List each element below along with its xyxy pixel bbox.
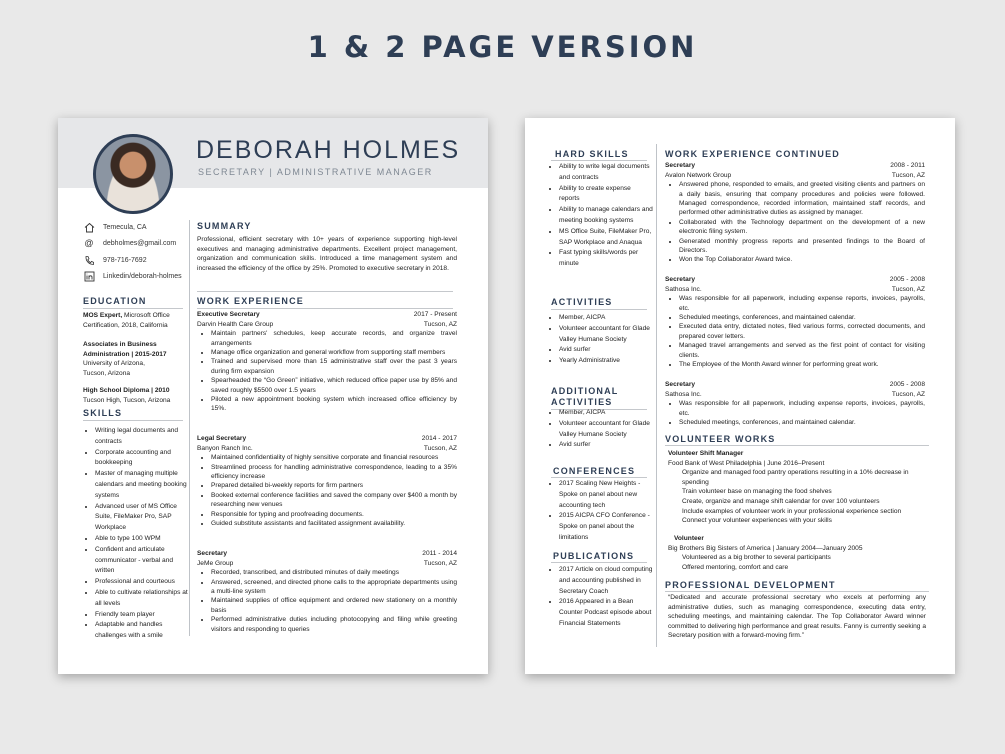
job-dates: 2008 - 2011 xyxy=(890,162,925,169)
job-dates: 2005 - 2008 xyxy=(889,381,925,388)
job-bullet: • Trained and supervised more than 15 administrative staff over the past 3 years during firm expansion xyxy=(211,357,457,376)
contact-phone xyxy=(83,254,147,266)
volunteer-role-title: Volunteer xyxy=(674,535,704,542)
volunteer-line: Volunteered as a big brother to several participants xyxy=(682,554,831,562)
job-location: Tucson, AZ xyxy=(891,390,925,398)
conference-item: • 2015 AICPA CFO Conference - Spoke on panel about the limitations xyxy=(559,511,653,543)
publication-item: • 2016 Appeared in a Bean Counter Podcast episode about Financial Statements xyxy=(559,597,653,629)
education-degree: Associates in Business xyxy=(83,341,157,348)
candidate-name: DEBORAH HOLMES xyxy=(196,136,461,164)
skill-item: • Able to type 100 WPM xyxy=(95,534,189,545)
job-bullet: • Executed data entry, dictated notes, filed various forms, corrected documents, and prepared cover letters. xyxy=(679,322,925,341)
additional-activity-item: • Member, AICPA xyxy=(559,408,653,419)
job-bullet: • Booked external conference facilities and saved the company over $400 a month by researching new venues xyxy=(211,491,457,510)
skill-item: • Corporate accounting and bookkeeping xyxy=(95,448,189,470)
contact-text: debholmes@gmail.com xyxy=(103,239,177,247)
job-title: Secretary xyxy=(665,162,696,169)
job-dates: 2011 - 2014 xyxy=(422,550,457,557)
job-bullet: • Maintained confidentiality of highly sensitive corporate and financial resources xyxy=(211,453,457,462)
hard-skills-rule xyxy=(551,160,647,161)
job-bullet: • Was responsible for all paperwork, including expense reports, invoices, payrolls, etc. xyxy=(679,294,925,313)
job-entry xyxy=(197,434,457,528)
contact-text: Linkedin/deborah-holmes xyxy=(103,272,182,280)
education-school: Certification, 2018, California xyxy=(83,321,168,329)
work-continued-heading: WORK EXPERIENCE CONTINUED xyxy=(665,149,841,159)
education-degree-line2: Administration | 2015-2017 xyxy=(83,350,167,358)
job-bullets xyxy=(665,294,925,369)
contact-email xyxy=(83,237,176,249)
job-bullet: • Answered, screened, and directed phone calls to the appropriate departments using a multi-line system xyxy=(211,578,457,597)
conference-item: • 2017 Scaling New Heights - Spoke on panel about new accounting tech xyxy=(559,479,653,511)
at-icon: @ xyxy=(84,238,94,248)
summary-text: Professional, efficient secretary with 10+ years of experience supporting high-level executives and managing administrative departments. Excellent project management, organization and communication skills. Introduced a time management system and increased the efficiency of the office by 25%. Promoted to executive secretary in 2018. xyxy=(197,236,457,272)
education-rule xyxy=(83,308,183,309)
job-title: Secretary xyxy=(665,381,696,388)
job-location: Tucson, AZ xyxy=(891,285,925,293)
volunteer-heading: VOLUNTEER WORKS xyxy=(665,434,776,444)
linkedin-icon xyxy=(83,270,95,282)
additional-activities-heading xyxy=(551,386,619,408)
resume-page-2 xyxy=(525,118,955,674)
hard-skills-list xyxy=(545,162,653,270)
job-title: Secretary xyxy=(197,550,228,557)
development-text: “Dedicated and accurate professional secretary who excels at performing any administrative duties, such as managing correspondence, executing data entry, scheduling meetings, and maintaining calendar. The Top Collaborator Award winner committed to delivering high performance and great results. Fanny is currently seeking a Secretary position with a forward-moving firm.” xyxy=(668,594,926,640)
education-heading: EDUCATION xyxy=(83,296,147,306)
activity-item: • Avid surfer xyxy=(559,345,653,356)
job-bullet: • Scheduled meetings, conferences, and maintained calendar. xyxy=(679,313,925,322)
job-bullet: • Performed administrative duties including photocopying and filing while greeting visitors and responding to queries xyxy=(211,615,457,634)
job-entry xyxy=(197,549,457,634)
job-location: Tucson, AZ xyxy=(423,444,457,452)
skill-item: • Adaptable and handles challenges with a smile xyxy=(95,620,189,642)
job-title: Executive Secretary xyxy=(197,311,260,318)
job-bullet: • Guided substitute assistants and facilitated assignment availability. xyxy=(211,519,457,528)
job-bullet: • Answered phone, responded to emails, and greeted visiting clients and partners on a daily basis, ensuring that company procedures and policies were followed. Managed correspondence, recorded information, maintained staff records, and performed other administrative duties as assigned by manager. xyxy=(679,180,925,218)
education-item xyxy=(83,311,187,330)
job-bullet: • The Employee of the Month Award winner for performing great work. xyxy=(679,360,925,369)
skills-list xyxy=(81,426,189,642)
publications-container xyxy=(545,565,653,630)
job-bullets xyxy=(197,329,457,414)
hard-skill-item: • Fast typing skills/words per minute xyxy=(559,248,653,270)
job-bullet: • Prepared detailed bi-weekly reports for firm partners xyxy=(211,481,457,490)
job-company: Darvin Health Care Group xyxy=(197,320,274,328)
candidate-title: SECRETARY | ADMINISTRATIVE MANAGER xyxy=(198,167,433,177)
conferences-container xyxy=(545,479,653,544)
additional-activities-list xyxy=(545,408,653,451)
job-dates: 2005 - 2008 xyxy=(889,276,925,283)
job-bullet: • Generated monthly progress reports and presented findings to the Board of Directors. xyxy=(679,237,925,256)
job-company: JeMe Group xyxy=(197,559,234,567)
job-bullet: • Piloted a new appointment booking system which increased office efficiency by 15%. xyxy=(211,395,457,414)
publications-list xyxy=(545,565,653,630)
hard-skills-heading: HARD SKILLS xyxy=(555,149,629,159)
job-bullet: • Maintained supplies of office equipment and ordered new stationery on a monthly basis xyxy=(211,596,457,615)
experience-rule xyxy=(197,308,453,309)
development-rule xyxy=(665,591,929,592)
additional-activity-item: • Volunteer accountant for Glade Valley Humane Society xyxy=(559,419,653,441)
volunteer-role-title: Volunteer Shift Manager xyxy=(668,450,744,457)
conferences-rule xyxy=(551,477,647,478)
volunteer-role-org: Big Brothers Big Sisters of America | January 2004—January 2005 xyxy=(668,544,863,552)
additional-activities-container xyxy=(545,408,653,451)
volunteer-role xyxy=(668,534,930,572)
job-company: Banyon Ranch Inc. xyxy=(197,444,253,452)
education-degree-rest: Microsoft Office xyxy=(122,312,170,319)
education-item xyxy=(83,340,187,378)
job-entry xyxy=(665,161,925,265)
additional-activities-heading-line1: ADDITIONAL xyxy=(551,386,619,396)
home-icon xyxy=(83,221,95,233)
job-bullet: • Maintain partners' schedules, keep accurate records, and organize travel arrangements xyxy=(211,329,457,348)
hard-skill-item: • Ability to create expense reports xyxy=(559,184,653,206)
skill-item: • Advanced user of MS Office Suite, FileMaker Pro, SAP Workplace xyxy=(95,502,189,534)
job-bullet: • Recorded, transcribed, and distributed minutes of daily meetings xyxy=(211,568,457,577)
experience-heading: WORK EXPERIENCE xyxy=(197,296,305,306)
hard-skills-container xyxy=(545,162,653,270)
hard-skill-item: • Ability to write legal documents and contracts xyxy=(559,162,653,184)
activities-container xyxy=(545,313,653,367)
contact-linkedin xyxy=(83,270,182,282)
volunteer-role xyxy=(668,449,930,526)
volunteer-line: Connect your volunteer experiences with your skills xyxy=(682,517,832,525)
skill-item: • Professional and courteous xyxy=(95,577,189,588)
skill-item: • Confident and articulate communicator - verbal and written xyxy=(95,545,189,577)
job-location: Tucson, AZ xyxy=(423,559,457,567)
education-place: Tucson, Arizona xyxy=(83,369,131,377)
job-dates: 2017 - Present xyxy=(413,311,457,318)
additional-activity-item: • Avid surfer xyxy=(559,440,653,451)
education-school: Tucson High, Tucson, Arizona xyxy=(83,396,171,404)
job-title: Secretary xyxy=(665,276,696,283)
hard-skill-item: • MS Office Suite, FileMaker Pro, SAP Workplace and Anaqua xyxy=(559,227,653,249)
job-bullets xyxy=(665,180,925,265)
job-bullet: • Streamlined process for handling administrative correspondence, leading to a 35% efficiency increase xyxy=(211,463,457,482)
job-company: Avalon Network Group xyxy=(665,171,732,179)
job-bullet: • Won the Top Collaborator Award twice. xyxy=(679,255,925,264)
education-degree: MOS Expert, xyxy=(83,312,123,319)
education-item xyxy=(83,386,187,405)
activities-list xyxy=(545,313,653,367)
publication-item: • 2017 Article on cloud computing and accounting published in Secretary Coach xyxy=(559,565,653,597)
summary-heading: SUMMARY xyxy=(197,221,252,231)
job-location: Tucson, AZ xyxy=(423,320,457,328)
resume-page-1 xyxy=(58,118,488,674)
publications-heading: PUBLICATIONS xyxy=(553,551,635,561)
job-company: Sathosa Inc. xyxy=(665,285,702,293)
job-entry xyxy=(665,380,925,427)
job-bullet: • Managed travel arrangements and served as the first point of contact for visiting clients. xyxy=(679,341,925,360)
education-degree: High School Diploma | 2010 xyxy=(83,387,170,394)
job-dates: 2014 - 2017 xyxy=(421,435,457,442)
activities-rule xyxy=(551,309,647,310)
volunteer-line: Create, organize and manage shift calendar for over 100 volunteers xyxy=(682,497,880,505)
profile-photo xyxy=(93,134,173,214)
divider-main xyxy=(656,144,657,647)
job-bullet: • Manage office organization and general workflow from supporting staff members xyxy=(211,348,457,357)
contact-text: 978-716-7692 xyxy=(103,256,147,264)
volunteer-line: Offered mentoring, comfort and care xyxy=(682,563,789,571)
education-school: University of Arizona, xyxy=(83,360,145,368)
divider-main xyxy=(189,296,190,636)
development-heading: PROFESSIONAL DEVELOPMENT xyxy=(665,580,836,590)
job-bullet: • Scheduled meetings, conferences, and maintained calendar. xyxy=(679,418,925,427)
volunteer-rule xyxy=(665,445,929,446)
job-bullet: • Was responsible for all paperwork, including expense reports, invoices, payrolls, etc. xyxy=(679,399,925,418)
skill-item: • Able to cultivate relationships at all levels xyxy=(95,588,189,610)
activity-item: • Member, AICPA xyxy=(559,313,653,324)
skills-list-container xyxy=(81,426,189,642)
volunteer-role-org: Food Bank of West Philadelphia | June 2016–Present xyxy=(668,459,825,467)
volunteer-line: Include examples of volunteer work in your professional experience section xyxy=(682,507,902,515)
banner-title: 1 & 2 PAGE VERSION xyxy=(307,30,698,64)
activity-item: • Volunteer accountant for Glade Valley Humane Society xyxy=(559,324,653,346)
skill-item: • Writing legal documents and contracts xyxy=(95,426,189,448)
additional-activities-heading-line2: ACTIVITIES xyxy=(551,397,613,407)
skills-rule xyxy=(83,420,183,421)
conferences-heading: CONFERENCES xyxy=(553,466,636,476)
skill-item: • Master of managing multiple calendars and meeting booking systems xyxy=(95,469,189,501)
volunteer-line: Organize and managed food pantry operations resulting in a 10% decrease in spending xyxy=(682,469,909,486)
job-title: Legal Secretary xyxy=(197,435,247,442)
conferences-list xyxy=(545,479,653,544)
publications-rule xyxy=(551,562,647,563)
job-bullet: • Spearheaded the “Go Green” initiative, which reduced office paper use by 85% and saved roughly $5500 over 1.5 years xyxy=(211,376,457,395)
activities-heading: ACTIVITIES xyxy=(551,297,613,307)
phone-icon xyxy=(83,254,95,266)
job-entry xyxy=(197,310,457,414)
contact-location xyxy=(83,221,147,233)
contact-text: Temecula, CA xyxy=(103,223,147,231)
job-company: Sathosa Inc. xyxy=(665,390,702,398)
job-bullets xyxy=(197,568,457,634)
skill-item: • Friendly team player xyxy=(95,610,189,621)
skills-heading: SKILLS xyxy=(83,408,123,418)
job-location: Tucson, AZ xyxy=(891,171,925,179)
job-bullets xyxy=(197,453,457,528)
job-entry xyxy=(665,275,925,369)
hard-skill-item: • Ability to manage calendars and meeting booking systems xyxy=(559,205,653,227)
job-bullet: • Responsible for typing and proofreading documents. xyxy=(211,510,457,519)
summary-rule xyxy=(197,291,453,292)
job-bullets xyxy=(665,399,925,427)
activity-item: • Yearly Administrative xyxy=(559,356,653,367)
job-bullet: • Collaborated with the Technology department on the development of a new electronic filing system. xyxy=(679,218,925,237)
volunteer-line: Train volunteer base on managing the food shelves xyxy=(682,488,832,496)
